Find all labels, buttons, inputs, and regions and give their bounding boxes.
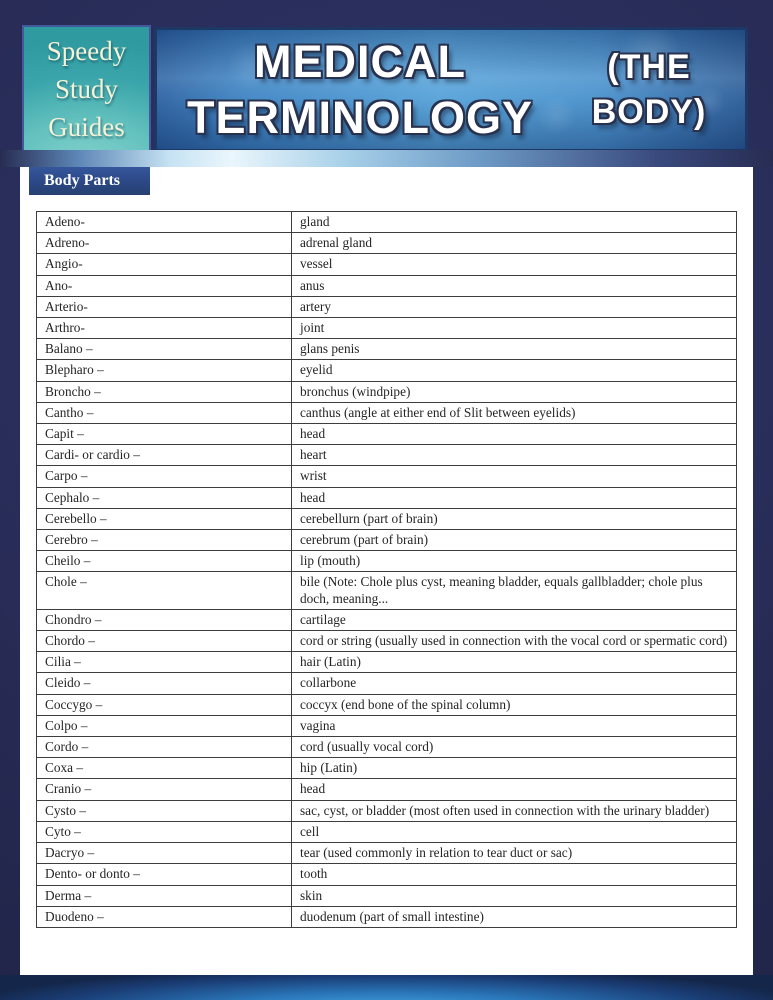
meaning-cell: cartilage: [292, 609, 737, 630]
term-cell: Cleido –: [37, 673, 292, 694]
meaning-cell: artery: [292, 296, 737, 317]
meaning-cell: heart: [292, 445, 737, 466]
meaning-cell: duodenum (part of small intestine): [292, 906, 737, 927]
meaning-cell: gland: [292, 212, 737, 233]
table-row: [37, 296, 737, 317]
table-row: [37, 609, 737, 630]
term-cell: Arthro-: [37, 318, 292, 339]
meaning-cell: head: [292, 779, 737, 800]
term-cell: Cheilo –: [37, 551, 292, 572]
meaning-cell: wrist: [292, 466, 737, 487]
term-cell: Derma –: [37, 885, 292, 906]
meaning-cell: canthus (angle at either end of Slit between eyelids): [292, 402, 737, 423]
meaning-cell: joint: [292, 318, 737, 339]
meaning-cell: vessel: [292, 254, 737, 275]
term-cell: Cantho –: [37, 402, 292, 423]
table-row: [37, 572, 737, 609]
meaning-cell: anus: [292, 275, 737, 296]
table-row: [37, 821, 737, 842]
table-row: [37, 885, 737, 906]
term-cell: Cranio –: [37, 779, 292, 800]
term-cell: Colpo –: [37, 715, 292, 736]
brand-logo: [22, 25, 151, 152]
meaning-cell: lip (mouth): [292, 551, 737, 572]
term-cell: Carpo –: [37, 466, 292, 487]
table-row: [37, 779, 737, 800]
term-cell: Angio-: [37, 254, 292, 275]
meaning-cell: sac, cyst, or bladder (most often used in connection with the urinary bladder): [292, 800, 737, 821]
table-row: [37, 402, 737, 423]
meaning-cell: cord or string (usually used in connection with the vocal cord or spermatic cord): [292, 631, 737, 652]
table-row: [37, 843, 737, 864]
meaning-cell: cell: [292, 821, 737, 842]
table-row: [37, 631, 737, 652]
term-cell: Broncho –: [37, 381, 292, 402]
section-tab-body-parts: [29, 167, 150, 195]
meaning-cell: tear (used commonly in relation to tear duct or sac): [292, 843, 737, 864]
table-row: [37, 445, 737, 466]
term-cell: Dacryo –: [37, 843, 292, 864]
meaning-cell: hair (Latin): [292, 652, 737, 673]
term-cell: Chondro –: [37, 609, 292, 630]
term-cell: Coxa –: [37, 758, 292, 779]
table-row: [37, 864, 737, 885]
term-cell: Chole –: [37, 572, 292, 609]
brand-line-2: Study: [54, 73, 119, 104]
meaning-cell: cerebellurn (part of brain): [292, 508, 737, 529]
page-title-line-1: MEDICAL: [254, 35, 466, 87]
table-row: [37, 318, 737, 339]
meaning-cell: bronchus (windpipe): [292, 381, 737, 402]
meaning-cell: adrenal gland: [292, 233, 737, 254]
meaning-cell: collarbone: [292, 673, 737, 694]
page-title-line-2: TERMINOLOGY: [187, 91, 533, 143]
term-cell: Coccygo –: [37, 694, 292, 715]
table-row: [37, 508, 737, 529]
table-row: [37, 254, 737, 275]
meaning-cell: coccyx (end bone of the spinal column): [292, 694, 737, 715]
meaning-cell: cerebrum (part of brain): [292, 530, 737, 551]
page-subtitle-line-1: (THE: [607, 47, 691, 86]
table-row: [37, 424, 737, 445]
brand-line-1: Speedy: [46, 35, 127, 66]
meaning-cell: head: [292, 487, 737, 508]
table-row: [37, 466, 737, 487]
meaning-cell: skin: [292, 885, 737, 906]
table-row: [37, 737, 737, 758]
meaning-cell: eyelid: [292, 360, 737, 381]
section-label: Body Parts: [44, 172, 120, 189]
term-cell: Adreno-: [37, 233, 292, 254]
page-subtitle: [563, 45, 735, 135]
term-cell: Balano –: [37, 339, 292, 360]
table-row: [37, 339, 737, 360]
term-cell: Cordo –: [37, 737, 292, 758]
term-cell: Cerebello –: [37, 508, 292, 529]
term-cell: Cyto –: [37, 821, 292, 842]
term-cell: Cilia –: [37, 652, 292, 673]
meaning-cell: cord (usually vocal cord): [292, 737, 737, 758]
gloss-divider: [0, 150, 773, 167]
header: [22, 25, 748, 152]
term-cell: Blepharo –: [37, 360, 292, 381]
meaning-cell: tooth: [292, 864, 737, 885]
term-cell: Ano-: [37, 275, 292, 296]
term-cell: Capit –: [37, 424, 292, 445]
page-title: [157, 34, 563, 146]
meaning-cell: glans penis: [292, 339, 737, 360]
title-banner: [154, 27, 748, 152]
term-cell: Cerebro –: [37, 530, 292, 551]
table-row: [37, 800, 737, 821]
table-row: [37, 694, 737, 715]
terms-table: [36, 211, 737, 928]
table-row: [37, 758, 737, 779]
table-row: [37, 212, 737, 233]
meaning-cell: bile (Note: Chole plus cyst, meaning bladder, equals gallbladder; chole plus doch, meaning...: [292, 572, 737, 609]
term-cell: Adeno-: [37, 212, 292, 233]
meaning-cell: vagina: [292, 715, 737, 736]
term-cell: Cysto –: [37, 800, 292, 821]
term-cell: Arterio-: [37, 296, 292, 317]
table-row: [37, 673, 737, 694]
page-subtitle-line-2: BODY): [591, 92, 707, 131]
term-cell: Cardi- or cardio –: [37, 445, 292, 466]
table-row: [37, 652, 737, 673]
table-row: [37, 275, 737, 296]
table-row: [37, 487, 737, 508]
brand-line-3: Guides: [48, 111, 125, 142]
table-row: [37, 381, 737, 402]
terms-table-body: [37, 212, 737, 928]
table-row: [37, 360, 737, 381]
table-row: [37, 906, 737, 927]
term-cell: Dento- or donto –: [37, 864, 292, 885]
term-cell: Cephalo –: [37, 487, 292, 508]
table-row: [37, 530, 737, 551]
table-row: [37, 551, 737, 572]
meaning-cell: head: [292, 424, 737, 445]
table-row: [37, 233, 737, 254]
content-panel: [20, 167, 753, 975]
bottom-band: [0, 975, 773, 1000]
term-cell: Chordo –: [37, 631, 292, 652]
meaning-cell: hip (Latin): [292, 758, 737, 779]
term-cell: Duodeno –: [37, 906, 292, 927]
table-row: [37, 715, 737, 736]
